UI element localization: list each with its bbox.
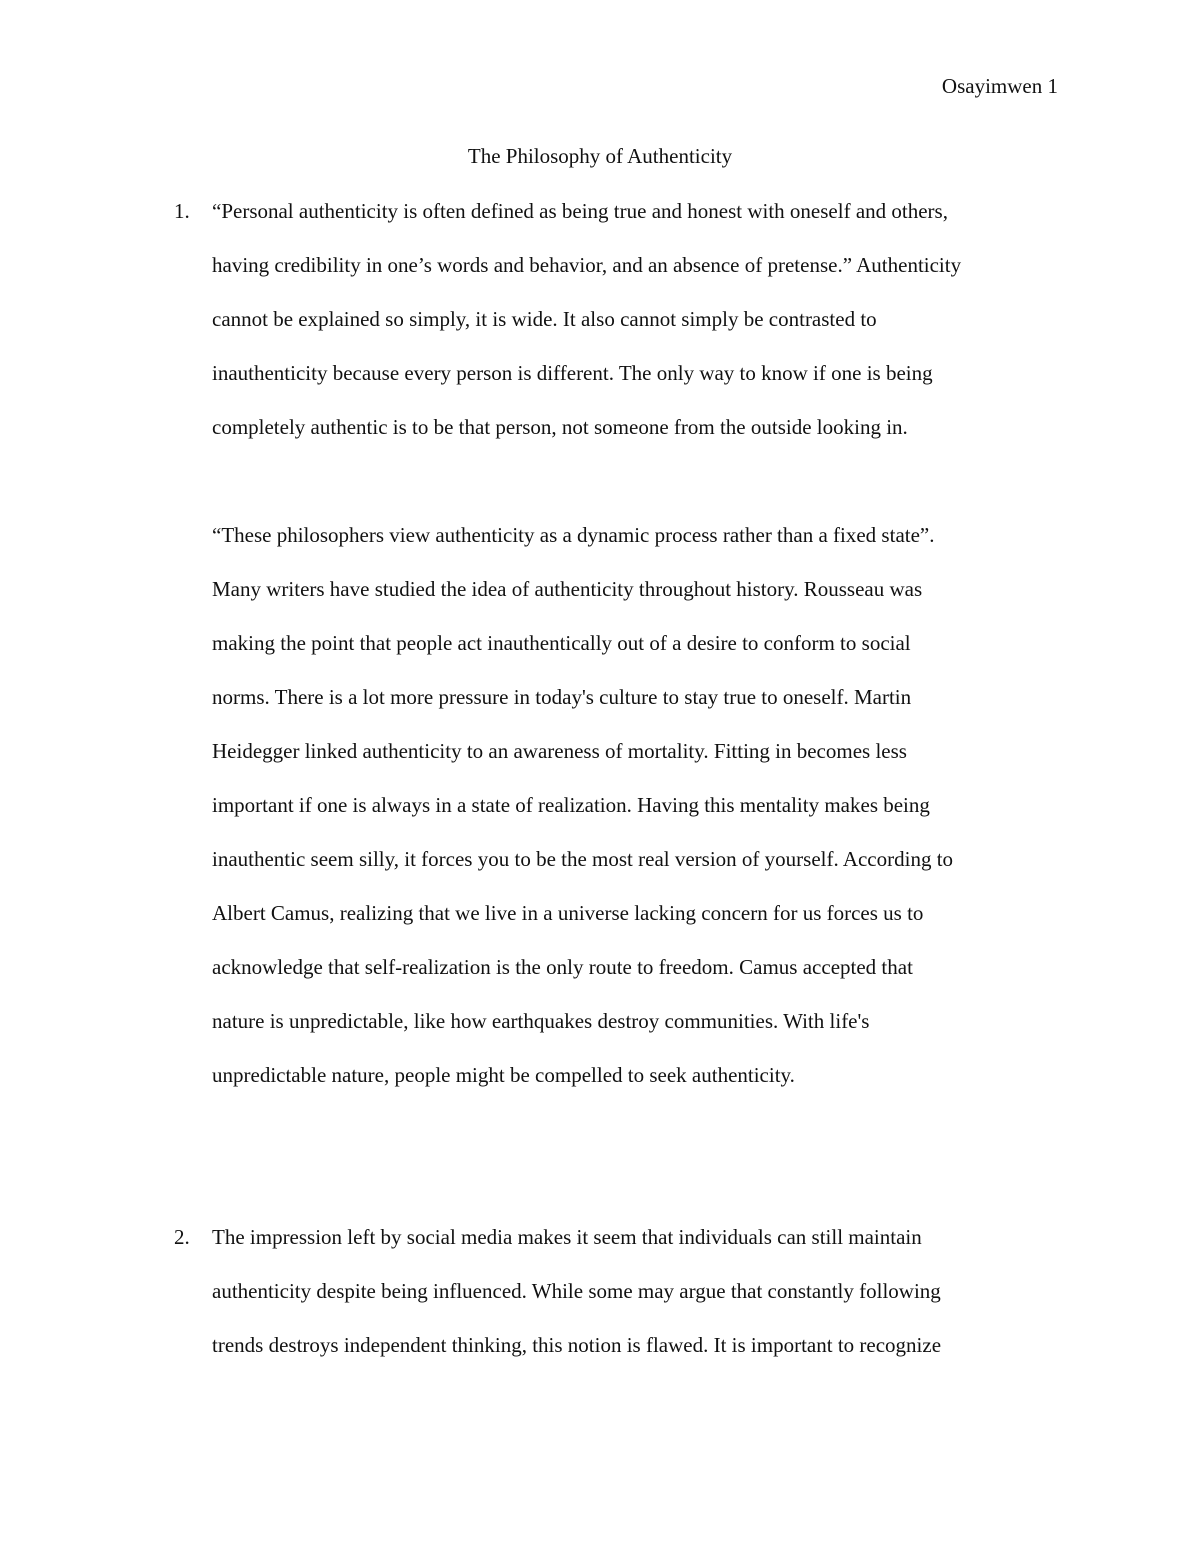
para2-line: norms. There is a lot more pressure in today's culture to stay true to oneself. Martin bbox=[212, 685, 912, 709]
para2-line: Heidegger linked authenticity to an awareness of mortality. Fitting in becomes less bbox=[212, 739, 907, 763]
list-number-1: 1. bbox=[174, 199, 190, 223]
para2-line: important if one is always in a state of realization. Having this mentality makes being bbox=[212, 793, 930, 817]
item1-line: inauthenticity because every person is different. The only way to know if one is being bbox=[212, 361, 933, 385]
item1-line: cannot be explained so simply, it is wide. It also cannot simply be contrasted to bbox=[212, 307, 877, 331]
para2-line: making the point that people act inauthentically out of a desire to conform to social bbox=[212, 631, 911, 655]
para2-line: unpredictable nature, people might be compelled to seek authenticity. bbox=[212, 1063, 795, 1087]
list-number-2: 2. bbox=[174, 1225, 190, 1249]
item2-line: authenticity despite being influenced. While some may argue that constantly following bbox=[212, 1279, 941, 1303]
document-title: The Philosophy of Authenticity bbox=[467, 144, 733, 168]
para2-line: Albert Camus, realizing that we live in a universe lacking concern for us forces us to bbox=[212, 901, 924, 925]
item2-line: The impression left by social media makes it seem that individuals can still maintain bbox=[212, 1225, 922, 1249]
item2-line: trends destroys independent thinking, this notion is flawed. It is important to recognize bbox=[212, 1333, 942, 1357]
para2-line: inauthentic seem silly, it forces you to be the most real version of yourself. According to bbox=[212, 847, 954, 871]
item1-line: “Personal authenticity is often defined as being true and honest with oneself and others, bbox=[212, 199, 948, 223]
para2-line: nature is unpredictable, like how earthquakes destroy communities. With life's bbox=[212, 1009, 870, 1033]
running-head: Osayimwen 1 bbox=[941, 74, 1058, 98]
item1-line: completely authentic is to be that person, not someone from the outside looking in. bbox=[212, 415, 908, 439]
item1-line: having credibility in one’s words and behavior, and an absence of pretense.” Authenticity bbox=[212, 253, 962, 277]
para2-line: “These philosophers view authenticity as a dynamic process rather than a fixed state”. bbox=[212, 523, 935, 547]
para2-line: Many writers have studied the idea of authenticity throughout history. Rousseau was bbox=[212, 577, 923, 601]
para2-line: acknowledge that self-realization is the only route to freedom. Camus accepted that bbox=[212, 955, 913, 979]
